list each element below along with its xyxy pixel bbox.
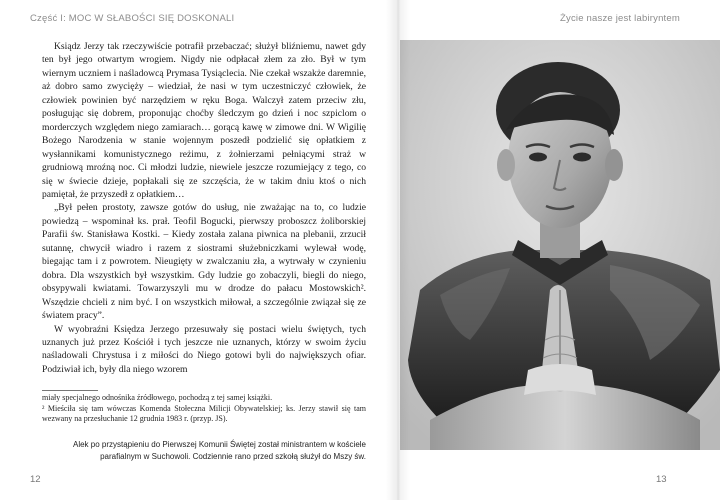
page-number-left: 12 — [30, 474, 41, 485]
footnotes — [42, 393, 366, 425]
photo-caption — [56, 439, 366, 463]
footnote-divider — [42, 390, 98, 391]
caption-line-1: Alek po przystąpieniu do Pierwszej Komunii Świętej został ministrantem w kościele — [72, 440, 366, 449]
body-text — [42, 40, 366, 376]
caption-line-2: parafialnym w Suchowoli. Codziennie rano przed szkołą służył do Mszy św. — [100, 452, 366, 461]
running-head-right: Życie nasze jest labiryntem — [560, 13, 680, 24]
running-head-left: Część I: MOC W SŁABOŚCI SIĘ DOSKONALI — [30, 13, 235, 24]
footnote-2: ² Mieściła się tam wówczas Komenda Stołeczna Milicji Obywatelskiej; ks. Jerzy stawił się tam wezwany na przesłuchanie 12 grudnia 1983 r. (przyp. JS). — [42, 403, 366, 424]
paragraph-1: Ksiądz Jerzy tak rzeczywiście potrafił przebaczać; służył bliźniemu, nawet gdy ten był jego otwartym wrogiem. Nigdy nie odpłacał złem za zło. Był w tym wiernym uczniem i naśladowcą Prymasa Tysiąclecia. Nie czekał wszakże daremnie, aż dobro samo zwycięży – wiedział, że nasi w tym uczestniczyć człowiek, że człowiek powinien być narzędziem w ręku Boga. Walczył zatem przeciw złu, posługując się dobrem, proponując choćby śledczym go dzień i noc szpiclom o morderczych względem niego zamiarach… gorącą kawę w zimowe dni. W Wigilię Bożego Narodzenia w stanie wojennym poszedł podzielić się opłatkiem z wysłannikami komunistycznego reżimu, z żołnierzami pełniącymi straż w grudniową mroźną noc. Ci młodzi ludzie, niewiele jeszcze rozumiejący z tego, co się w świecie dzieje, popłakali się ze szczęścia, że w takim dniu ktoś o nich pamiętał, że przyszedł z opłatkiem… — [42, 41, 366, 200]
footnote-1: miały specjalnego odnośnika źródłowego, pochodzą z tej samej książki. — [42, 393, 273, 402]
page-number-right: 13 — [656, 474, 667, 485]
paragraph-2: „Był pełen prostoty, zawsze gotów do usług, nie zważając na to, co ludzie powiedzą – wspominał ks. prał. Teofil Bogucki, pierwszy proboszcz żoliborskiej Parafii św. Stanisława Kostki. – Kiedy została zalana piwnica na plebanii, zrzucił sutannę, chwycił wiadro i razem z siostrami służebniczkami wylewał wodę, biegając tam i z powrotem. Nieugięty w zwalczaniu zła, a wytrwały w czynieniu dobra. Dla wszystkich był wszystkim. Gdy ludzie go zobaczyli, biegli do niego, obsypywali kwiatami. Towarzyszyli mu w drodze do pałacu Mostowskich². Wszędzie chcieli z nim być. I on wszystkich miłował, a szczególnie związał się ze światem pracy”. — [42, 202, 366, 322]
book-gutter-shadow — [386, 0, 410, 500]
portrait-photo — [400, 40, 720, 450]
paragraph-3: W wyobraźni Księdza Jerzego przesuwały się postaci wielu świętych, tych uznanych już przez Kościół i tych jeszcze nie uznanych, którzy w swoim życiu naśladowali Chrystusa i z miłości do Niego gotowi byli do największych ofiar. Podziwiał ich, były dla niego wzorem — [42, 323, 366, 375]
